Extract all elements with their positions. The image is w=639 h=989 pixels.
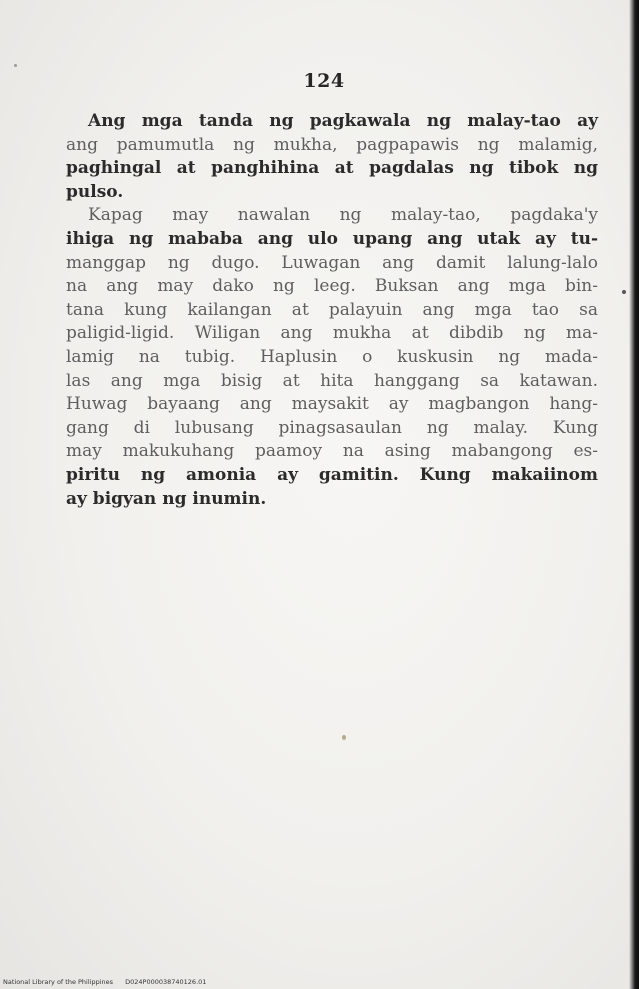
text-line: manggap ng dugo. Luwagan ang damit lalung-lalo [66,252,598,273]
text-line: paligid-ligid. Wiligan ang mukha at dibdib ng ma- [66,323,598,344]
page-number: 124 [303,70,345,92]
text-line: las ang mga bisig at hita hanggang sa katawan. [66,370,598,391]
scan-speck [14,64,17,67]
text-line: paghingal at panghihina at pagdalas ng tibok ng [66,158,598,179]
text-line: Ang mga tanda ng pagkawala ng malay-tao ay [88,111,598,131]
text-line: lamig na tubig. Haplusin o kuskusin ng mada- [66,346,598,367]
text-line: may makukuhang paamoy na asing mabangong es- [66,441,598,462]
text-line: ay bigyan ng inumin. [66,488,267,509]
page-edge-shadow [629,0,639,989]
text-line: ang pamumutla ng mukha, pagpapawis ng malamig, [66,134,598,155]
text-line: pulso. [66,181,124,202]
text-line: na ang may dako ng leeg. Buksan ang mga bin- [66,276,598,297]
body-text [66,110,598,511]
scan-footer [3,978,206,986]
scan-speck [342,735,346,740]
text-line: tana kung kailangan at palayuin ang mga tao sa [66,299,598,320]
library-credit: National Library of the Philippines [3,978,114,986]
text-line: gang di lubusang pinagsasaulan ng malay. Kung [66,417,598,438]
scan-speck [622,290,626,294]
text-line: ihiga ng mababa ang ulo upang ang utak ay tu- [66,228,598,249]
text-line: piritu ng amonia ay gamitin. Kung makaiinom [66,464,598,485]
text-line: Kapag may nawalan ng malay-tao, pagdaka'y [88,205,598,226]
scan-code: D024P000038740126.01 [125,978,207,986]
text-line: Huwag bayaang ang maysakit ay magbangon hang- [66,394,598,415]
